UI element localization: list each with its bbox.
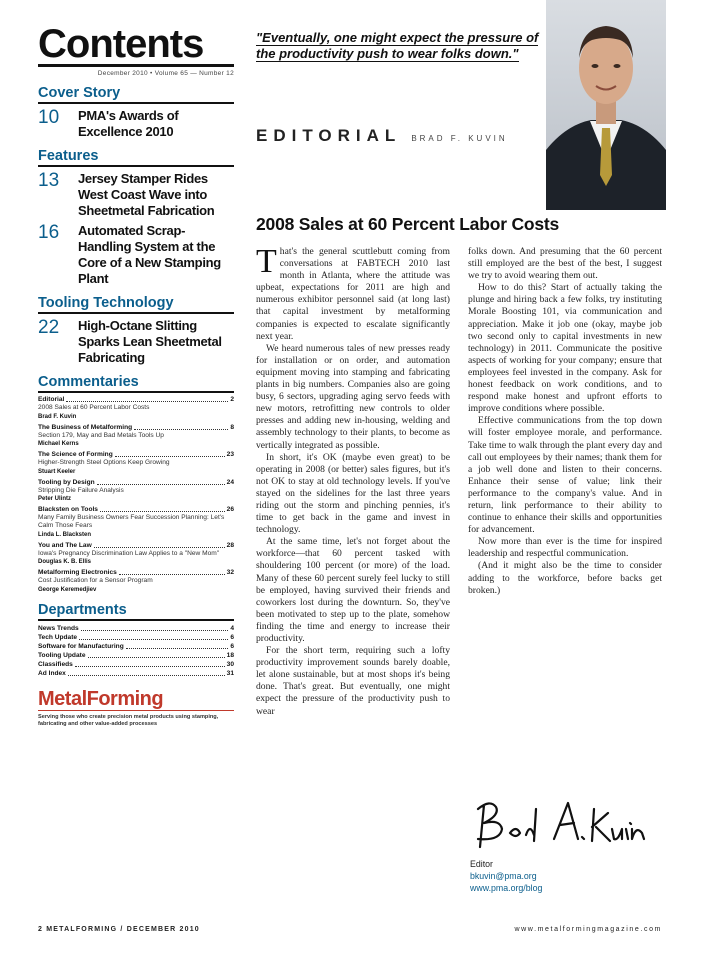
- feature-item[interactable]: [38, 223, 234, 287]
- editorial-headline: 2008 Sales at 60 Percent Labor Costs: [256, 214, 560, 234]
- commentary-name: Metalforming Electronics: [38, 569, 117, 577]
- department-page: 6: [230, 642, 234, 650]
- editorial-body-col1: [256, 243, 450, 718]
- editorial-label-text: EDITORIAL: [256, 126, 402, 145]
- author-signature: [470, 795, 660, 855]
- editorial-author: BRAD F. KUVIN: [411, 134, 508, 143]
- department-page: 6: [230, 633, 234, 641]
- department-item[interactable]: [38, 624, 234, 633]
- department-page: 31: [226, 669, 234, 677]
- department-name: Classifieds: [38, 660, 73, 668]
- pull-quote: [256, 30, 540, 62]
- commentary-item[interactable]: [38, 479, 234, 504]
- commentary-name: Tooling by Design: [38, 478, 95, 486]
- commentary-author: Douglas K. B. Ellis: [38, 559, 92, 566]
- body-paragraph: We heard numerous tales of new presses ready for installation or on order, and automation equipment moving into stamping and fabricating plants in big numbers. Companies also are going busy, 6 sectors, upgrading aging servo feeds with new motors, retrofitting new controls to older presses and adding new in-housing, welding and assembly technology to their plants, to become as vertically integrated as possible.: [256, 342, 450, 451]
- commentaries-list: [38, 396, 234, 594]
- commentary-author: Linda L. Blacksten: [38, 531, 92, 538]
- commentary-item[interactable]: [38, 569, 234, 594]
- story-title: High-Octane Slitting Sparks Lean Sheetmetal Fabricating: [78, 318, 222, 365]
- editorial-label: [256, 126, 508, 146]
- body-paragraph: (And it might also be the time to consider adding to the workforce, before backs get broken.): [468, 560, 662, 596]
- commentary-page: 23: [226, 451, 234, 459]
- brand-tagline: Serving those who create precision metal products using stamping, fabricating and other value-added processes: [38, 713, 219, 727]
- department-item[interactable]: [38, 651, 234, 660]
- commentary-author: Stuart Keeler: [38, 468, 76, 475]
- commentary-author: George Keremedjiev: [38, 586, 97, 593]
- department-item[interactable]: [38, 642, 234, 651]
- commentary-name: The Science of Forming: [38, 451, 113, 459]
- department-name: Software for Manufacturing: [38, 642, 124, 650]
- tooling-item[interactable]: [38, 318, 234, 366]
- department-page: 18: [226, 651, 234, 659]
- body-paragraph: hat's the general scuttlebutt coming from conversations at FABTECH 2010 last month in Atlanta, where the attitude was upbeat, expectations for 2011 are high and numerous exhibitor personnel said (at long last) that capital investment by metalforming companies is expected to escalate significantly next year.: [256, 246, 450, 342]
- brand-logo: MetalForming: [38, 688, 234, 711]
- department-name: News Trends: [38, 624, 79, 632]
- story-page-number: 22: [38, 317, 60, 338]
- department-name: Tooling Update: [38, 651, 86, 659]
- editor-email-link[interactable]: bkuvin@pma.org: [470, 871, 537, 881]
- commentaries-heading: Commentaries: [38, 374, 234, 393]
- department-name: Ad Index: [38, 669, 66, 677]
- commentary-author: Peter Ulintz: [38, 496, 72, 503]
- commentary-subtitle: Cost Justification for a Sensor Program: [38, 577, 153, 585]
- commentary-subtitle: Stripping Die Failure Analysis: [38, 486, 124, 494]
- commentary-item[interactable]: [38, 451, 234, 476]
- commentary-subtitle: Iowa's Pregnancy Discrimination Law Applies to a "New Mom": [38, 549, 220, 557]
- author-portrait-image: [546, 0, 666, 210]
- contents-column: [38, 24, 234, 728]
- pull-quote-text: "Eventually, one might expect the pressure of the productivity push to wear folks down.": [256, 30, 539, 61]
- story-title: PMA's Awards of Excellence 2010: [78, 108, 179, 139]
- editorial-body-col2: [468, 246, 662, 597]
- commentary-item[interactable]: [38, 506, 234, 538]
- commentary-page: 24: [226, 478, 234, 486]
- commentary-page: 32: [226, 569, 234, 577]
- cover-story-item[interactable]: [38, 108, 234, 140]
- footer-left: 2 METALFORMING / DECEMBER 2010: [38, 926, 200, 933]
- story-title: Jersey Stamper Rides West Coast Wave into Sheetmetal Fabrication: [78, 171, 215, 218]
- department-page: 4: [230, 624, 234, 632]
- cover-story-heading: Cover Story: [38, 85, 234, 104]
- commentary-page: 26: [226, 506, 234, 514]
- issue-line: December 2010 • Volume 65 — Number 12: [97, 70, 234, 77]
- feature-item[interactable]: [38, 171, 234, 219]
- department-item[interactable]: [38, 660, 234, 669]
- body-paragraph: For the short term, requiring such a lofty productivity improvement sounds barely doable, let alone sustainable, but at most shops it's being done. That's great. But eventually, one might expect the pressure of the productivity push to wear: [256, 645, 450, 717]
- commentary-page: 2: [230, 396, 234, 403]
- department-item[interactable]: [38, 669, 234, 678]
- editor-blog-link[interactable]: www.pma.org/blog: [470, 883, 543, 893]
- commentary-name: You and The Law: [38, 541, 92, 549]
- story-title: Automated Scrap-Handling System at the Core of a New Stamping Plant: [78, 223, 221, 286]
- tooling-heading: Tooling Technology: [38, 295, 234, 314]
- signature-block: [470, 858, 542, 894]
- contents-title: Contents: [38, 24, 234, 67]
- commentary-name: Blacksten on Tools: [38, 506, 98, 514]
- body-paragraph: In short, it's OK (maybe even great) to be operating in 2008 (or better) sales figures, but it's not OK to stay at old technology levels. If you've stayed on the sidelines for the last three years riding out the storm and pinching pennies, it's time to get back in the game and invest in technology.: [256, 451, 450, 536]
- commentary-subtitle: Many Family Business Owners Fear Succession Planning: Let's Calm Those Fears: [38, 514, 225, 529]
- body-paragraph: Effective communications from the top down will foster employee morale, and performance. Take time to walk through the plant every day and call out employees by their names; thank them for a job well done and listen to their concerns. Enhance their sense of value; link their performance to the company's value. And in return, link performance to their ability to continue to enhance their skills and opportunities for advancement.: [468, 415, 662, 536]
- commentary-item[interactable]: [38, 542, 234, 567]
- drop-cap: T: [256, 243, 277, 280]
- commentary-author: Brad F. Kuvin: [38, 413, 77, 420]
- body-paragraph: folks down. And presuming that the 60 percent still employed are the best of the best, I suggest we try to avoid wearing them out.: [468, 246, 662, 282]
- story-page-number: 13: [38, 170, 60, 191]
- commentary-page: 8: [230, 423, 234, 431]
- commentary-author: Michael Kerns: [38, 441, 79, 448]
- features-heading: Features: [38, 148, 234, 167]
- story-page-number: 10: [38, 107, 60, 128]
- commentary-subtitle: Section 179, May and Bad Metals Tools Up: [38, 431, 164, 439]
- department-page: 30: [226, 660, 234, 668]
- commentary-subtitle: Higher-Strength Steel Options Keep Growing: [38, 459, 170, 467]
- body-paragraph: Now more than ever is the time for inspired leadership and respectful communication.: [468, 536, 662, 560]
- department-item[interactable]: [38, 633, 234, 642]
- commentary-name: Editorial: [38, 396, 65, 403]
- body-paragraph: At the same time, let's not forget about the workforce—that 60 percent tasked with shouldering 100 percent (or more) of the load. Many of these 60 percent surely feel lucky to still be employed, having survived their friends and coworkers lost during the downturn. So, they've been motivated to step up to the plate, somehow finding the time and energy to increase their productivity.: [256, 536, 450, 644]
- commentary-item[interactable]: [38, 396, 234, 421]
- commentary-item[interactable]: [38, 424, 234, 449]
- footer-website[interactable]: www.metalformingmagazine.com: [514, 926, 662, 933]
- commentary-name: The Business of Metalforming: [38, 423, 133, 431]
- department-name: Tech Update: [38, 633, 78, 641]
- commentary-subtitle: 2008 Sales at 60 Percent Labor Costs: [38, 404, 150, 411]
- signature-role: Editor: [470, 859, 493, 869]
- story-page-number: 16: [38, 222, 60, 243]
- body-paragraph: How to do this? Start of actually taking the plunge and hiring back a few folks, try instituting Morale Boosting 101, via communication and appreciation. Make it job one (okay, maybe job two second only to capital investments in new technology) in 2011. Communicate the positive aspects of working for your company; ensure that employees feel invested in the company. Ask for honest feedback on work conditions, and to respond make honest and upfront efforts to improve conditions where possible.: [468, 282, 662, 415]
- departments-list: [38, 624, 234, 678]
- departments-heading: Departments: [38, 602, 234, 621]
- author-photo: [546, 0, 666, 210]
- commentary-page: 28: [226, 541, 234, 549]
